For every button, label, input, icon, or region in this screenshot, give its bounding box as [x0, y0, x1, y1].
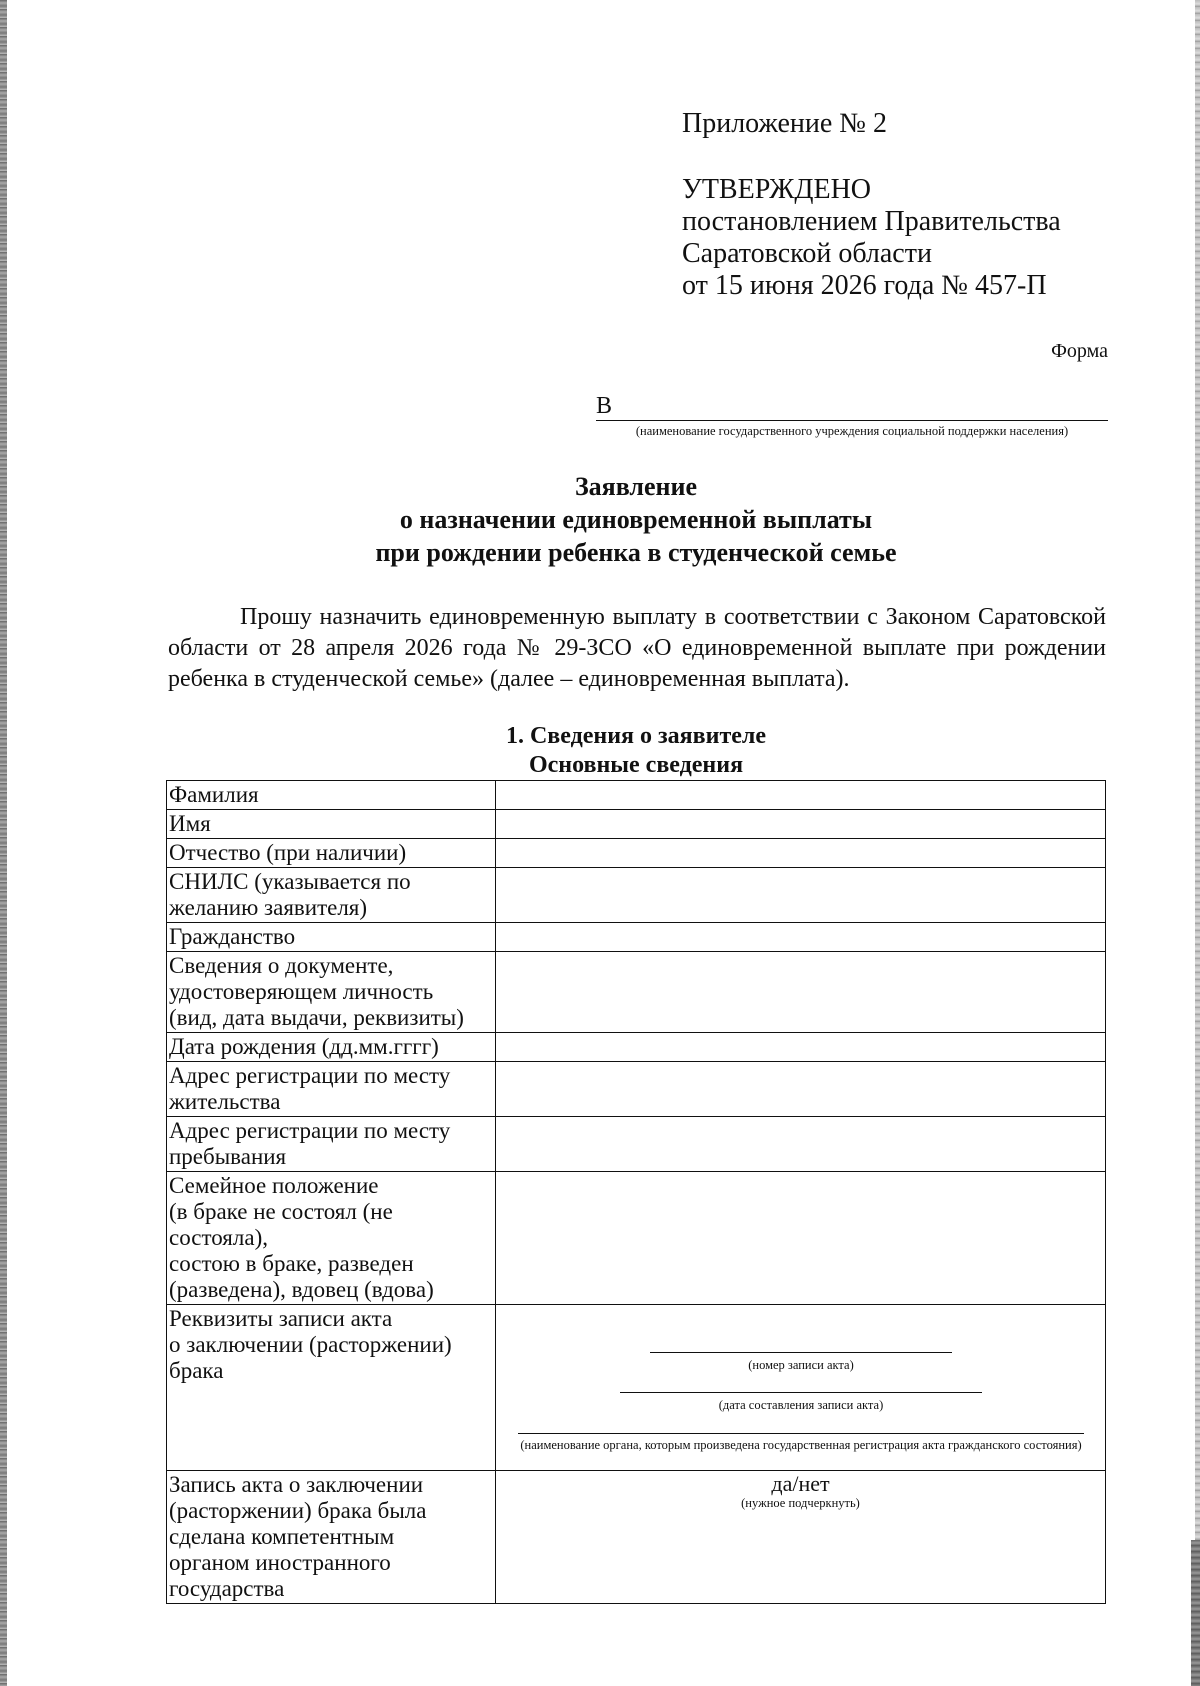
- row-label-residence-address: Адрес регистрации по месту жительства: [167, 1062, 496, 1117]
- row-label-snils: СНИЛС (указывается по желанию заявителя): [167, 868, 496, 923]
- field-residence-address[interactable]: [496, 1062, 1106, 1117]
- act-authority-line[interactable]: [518, 1433, 1084, 1434]
- title-line-2: о назначении единовременной выплаты: [399, 505, 873, 534]
- field-surname[interactable]: [496, 781, 1106, 810]
- table-row: [167, 1117, 1106, 1172]
- section-heading: [166, 722, 1106, 780]
- act-number-caption: (номер записи акта): [748, 1358, 854, 1372]
- intro-paragraph: Прошу назначить единовременную выплату в соответствии с Законом Саратовской области от 28 апреля 2026 года № 29-ЗСО «О единовременной выплате при рождении ребенка в студенческой семье» (далее – единовременная выплата).: [168, 604, 1106, 692]
- field-identity-document[interactable]: [496, 952, 1106, 1033]
- table-row: [167, 868, 1106, 923]
- act-date-caption: (дата составления записи акта): [718, 1398, 884, 1412]
- scan-edge-right: [1195, 0, 1200, 1686]
- approved-label: УТВЕРЖДЕНО: [682, 174, 872, 205]
- document-title: [166, 470, 1106, 569]
- section-subtitle: Основные сведения: [528, 752, 744, 778]
- field-citizenship[interactable]: [496, 923, 1106, 952]
- row-label-birth-date: Дата рождения (дд.мм.гггг): [167, 1033, 496, 1062]
- table-row: [167, 1305, 1106, 1471]
- row-label-citizenship: Гражданство: [167, 923, 496, 952]
- section-title: 1. Сведения о заявителе: [505, 723, 767, 749]
- scan-edge-left: [0, 0, 7, 1686]
- approved-by-line-1: постановлением Правительства: [682, 206, 1061, 237]
- table-row: [167, 1033, 1106, 1062]
- yes-no-caption: (нужное подчеркнуть): [741, 1496, 860, 1510]
- table-row: [167, 781, 1106, 810]
- row-label-foreign-act: Запись акта о заключении (расторжении) брака была сделана компетентным органом иностранного государства: [167, 1471, 496, 1604]
- row-label-name: Имя: [167, 810, 496, 839]
- field-marital-status[interactable]: [496, 1172, 1106, 1305]
- row-label-stay-address: Адрес регистрации по месту пребывания: [167, 1117, 496, 1172]
- approved-by-line-2: Саратовской области: [682, 238, 932, 269]
- row-label-patronymic: Отчество (при наличии): [167, 839, 496, 868]
- recipient-block: [596, 392, 1108, 439]
- annex-number: Приложение № 2: [682, 108, 887, 139]
- title-line-1: Заявление: [574, 472, 698, 501]
- field-patronymic[interactable]: [496, 839, 1106, 868]
- field-marriage-act[interactable]: [496, 1305, 1106, 1471]
- form-label: Форма: [1051, 340, 1108, 362]
- recipient-prefix: В: [596, 393, 613, 419]
- table-row: [167, 1062, 1106, 1117]
- field-stay-address[interactable]: [496, 1117, 1106, 1172]
- table-row: [167, 923, 1106, 952]
- applicant-info-table: [166, 780, 1106, 1604]
- scan-edge-right-lower: [1191, 1540, 1200, 1686]
- yes-no-choice[interactable]: да/нет: [771, 1471, 830, 1496]
- table-row: [167, 810, 1106, 839]
- field-name[interactable]: [496, 810, 1106, 839]
- table-row: [167, 952, 1106, 1033]
- table-row: [167, 839, 1106, 868]
- field-birth-date[interactable]: [496, 1033, 1106, 1062]
- table-row: [167, 1471, 1106, 1604]
- table-row: [167, 1172, 1106, 1305]
- approved-by-line-3: от 15 июня 2026 года № 457-П: [682, 270, 1047, 301]
- recipient-blank-line[interactable]: [596, 420, 1108, 421]
- act-authority-caption: (наименование органа, которым произведена государственная регистрация акта гражданского состояния): [520, 1438, 1082, 1452]
- approval-stamp: [682, 108, 1061, 302]
- act-date-line[interactable]: [620, 1392, 982, 1393]
- row-label-marriage-act: Реквизиты записи акта о заключении (расторжении) брака: [167, 1305, 496, 1471]
- field-snils[interactable]: [496, 868, 1106, 923]
- field-foreign-act[interactable]: [496, 1471, 1106, 1604]
- row-label-surname: Фамилия: [167, 781, 496, 810]
- act-number-line[interactable]: [650, 1352, 952, 1353]
- recipient-caption: (наименование государственного учреждения социальной поддержки населения): [635, 424, 1069, 438]
- title-line-3: при рождении ребенка в студенческой семье: [375, 538, 897, 567]
- row-label-marital-status: Семейное положение (в браке не состоял (не состояла), состою в браке, разведен (разведена), вдовец (вдова): [167, 1172, 496, 1305]
- row-label-identity-document: Сведения о документе, удостоверяющем личность (вид, дата выдачи, реквизиты): [167, 952, 496, 1033]
